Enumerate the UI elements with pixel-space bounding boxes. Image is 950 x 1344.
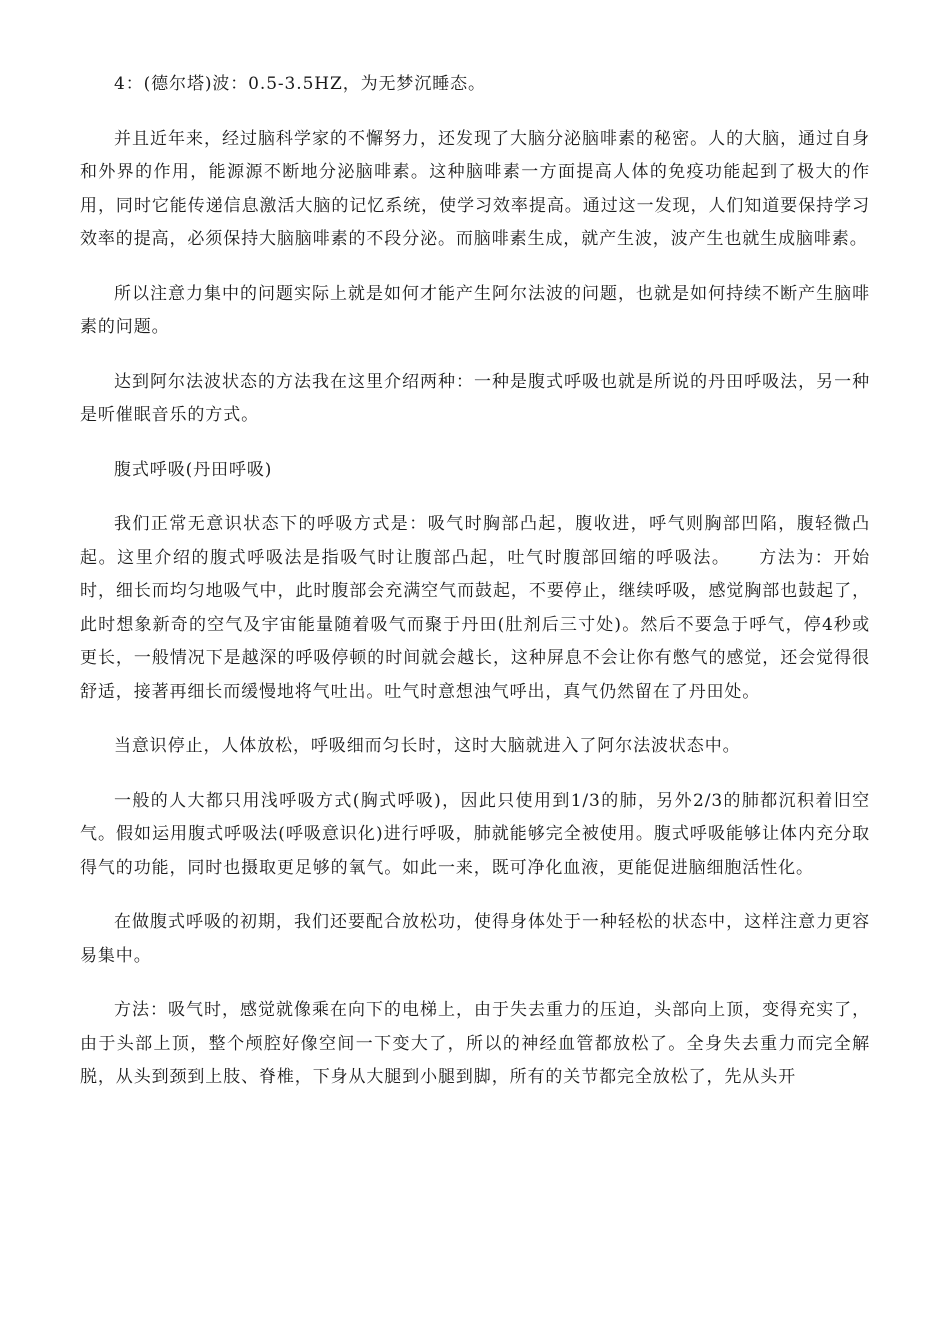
paragraph-endorphin-discovery: 并且近年来，经过脑科学家的不懈努力，还发现了大脑分泌脑啡素的秘密。人的大脑，通过自身和外界的作用，能源源不断地分泌脑啡素。这种脑啡素一方面提高人体的免疫功能起到了极大的作用，同时它能传递信息激活大脑的记忆系统，使学习效率提高。通过这一发现，人们知道要保持学习效率的提高，必须保持大脑脑啡素的不段分泌。而脑啡素生成，就产生波，波产生也就生成脑啡素。	[80, 128, 870, 249]
paragraph-relaxation: 在做腹式呼吸的初期，我们还要配合放松功，使得身体处于一种轻松的状态中，这样注意力更容易集中。	[80, 912, 870, 966]
paragraph-two-methods: 达到阿尔法波状态的方法我在这里介绍两种：一种是腹式呼吸也就是所说的丹田呼吸法，另一种是听催眠音乐的方式。	[80, 371, 870, 425]
section-heading-abdominal-breathing: 腹式呼吸(丹田呼吸)	[114, 459, 273, 480]
document-body	[80, 68, 870, 1116]
paragraph-delta-wave: 4：(德尔塔)波：0.5-3.5HZ，为无梦沉睡态。	[114, 74, 486, 94]
paragraph-shallow-breathing: 一般的人大都只用浅呼吸方式(胸式呼吸)，因此只使用到1/3的肺，另外2/3的肺都沉积着旧空气。假如运用腹式呼吸法(呼吸意识化)进行呼吸，肺就能够完全被使用。腹式呼吸能够让体内充分取得气的功能，同时也摄取更足够的氧气。如此一来，既可净化血液，更能促进脑细胞活性化。	[80, 790, 870, 878]
paragraph-breathing-method: 我们正常无意识状态下的呼吸方式是：吸气时胸部凸起，腹收进，呼气则胸部凹陷，腹轻微凸起。这里介绍的腹式呼吸法是指吸气时让腹部凸起，吐气时腹部回缩的呼吸法。 方法为：开始时，细长而均匀地吸气中，此时腹部会充满空气而鼓起，不要停止，继续呼吸，感觉胸部也鼓起了，此时想象新奇的空气及宇宙能量随着吸气而聚于丹田(肚剂后三寸处)。然后不要急于呼气，停4秒或更长，一般情况下是越深的呼吸停顿的时间就会越长，这种屏息不会让你有憋气的感觉，还会觉得很舒适，接著再细长而缓慢地将气吐出。吐气时意想浊气呼出，真气仍然留在了丹田处。	[80, 514, 870, 702]
paragraph-relaxation-method: 方法：吸气时，感觉就像乘在向下的电梯上，由于失去重力的压迫，头部向上顶，变得充实了，由于头部上顶，整个颅腔好像空间一下变大了，所以的神经血管都放松了。全身失去重力而完全解脱，从头到颈到上肢、脊椎，下身从大腿到小腿到脚，所有的关节都完全放松了，先从头开	[80, 1000, 870, 1087]
paragraph-attention-problem: 所以注意力集中的问题实际上就是如何才能产生阿尔法波的问题，也就是如何持续不断产生脑啡素的问题。	[80, 283, 870, 337]
paragraph-alpha-state: 当意识停止，人体放松，呼吸细而匀长时，这时大脑就进入了阿尔法波状态中。	[114, 736, 741, 756]
